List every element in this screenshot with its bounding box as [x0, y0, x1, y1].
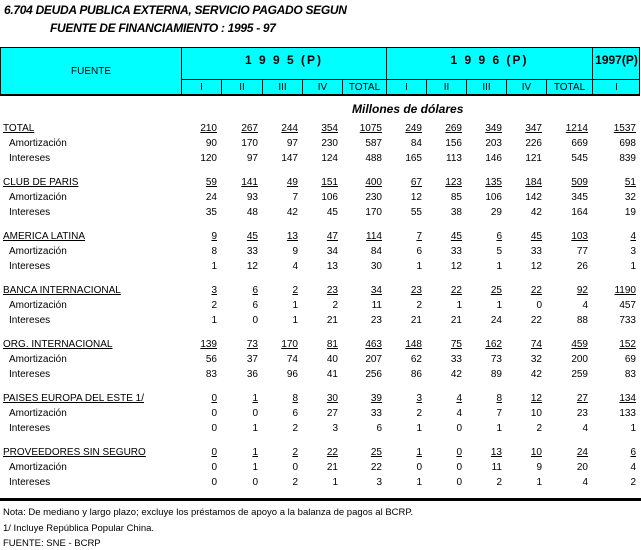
cell-value: 21 — [450, 315, 462, 326]
cell-value: 0 — [211, 393, 217, 404]
row-label: Intereses — [9, 315, 51, 326]
cell-value: 6 — [252, 300, 258, 311]
cell-value: 13 — [286, 231, 298, 242]
cell-value: 8 — [292, 393, 298, 404]
table-row — [0, 369, 641, 383]
cell-value: 2 — [292, 423, 298, 434]
cell-value: 4 — [292, 261, 298, 272]
group-total-row — [0, 447, 641, 461]
group-label: BANCA INTERNACIONAL — [3, 285, 121, 296]
cell-value: 47 — [326, 231, 338, 242]
table-row — [0, 153, 641, 167]
cell-value: 488 — [365, 153, 382, 164]
cell-value: 22 — [450, 285, 462, 296]
table-row — [0, 246, 641, 260]
cell-value: 12 — [450, 261, 462, 272]
cell-value: 13 — [326, 261, 338, 272]
table-row — [0, 300, 641, 314]
cell-value: 10 — [530, 408, 542, 419]
header-subcol: TOTAL — [546, 79, 592, 95]
cell-value: 156 — [445, 138, 462, 149]
cell-value: 42 — [530, 207, 542, 218]
cell-value: 55 — [410, 207, 422, 218]
cell-value: 0 — [536, 300, 542, 311]
cell-value: 7 — [416, 231, 422, 242]
cell-value: 6 — [252, 285, 258, 296]
cell-value: 1 — [416, 447, 422, 458]
cell-value: 256 — [365, 369, 382, 380]
cell-value: 457 — [619, 300, 636, 311]
cell-value: 23 — [576, 408, 588, 419]
table-row — [0, 207, 641, 221]
cell-value: 25 — [490, 285, 502, 296]
cell-value: 77 — [576, 246, 588, 257]
cell-value: 135 — [485, 177, 502, 188]
cell-value: 73 — [246, 339, 258, 350]
cell-value: 1 — [416, 477, 422, 488]
cell-value: 74 — [530, 339, 542, 350]
header-year-1996: 1 9 9 6 (P) — [386, 48, 592, 79]
cell-value: 133 — [619, 408, 636, 419]
cell-value: 25 — [370, 447, 382, 458]
cell-value: 162 — [485, 339, 502, 350]
cell-value: 2 — [292, 447, 298, 458]
cell-value: 170 — [241, 138, 258, 149]
cell-value: 120 — [200, 153, 217, 164]
table-row — [0, 477, 641, 491]
row-label: Amortización — [9, 192, 67, 203]
cell-value: 6 — [292, 408, 298, 419]
cell-value: 92 — [576, 285, 588, 296]
group-label: AMERICA LATINA — [3, 231, 86, 242]
header-subcol: IV — [302, 79, 342, 95]
cell-value: 669 — [571, 138, 588, 149]
cell-value: 3 — [416, 393, 422, 404]
cell-value: 85 — [450, 192, 462, 203]
cell-value: 244 — [281, 123, 298, 134]
cell-value: 22 — [530, 315, 542, 326]
header-subcol: TOTAL — [342, 79, 386, 95]
cell-value: 33 — [530, 246, 542, 257]
cell-value: 121 — [525, 153, 542, 164]
cell-value: 4 — [630, 231, 636, 242]
cell-value: 184 — [525, 177, 542, 188]
table-row — [0, 315, 641, 329]
cell-value: 22 — [326, 447, 338, 458]
cell-value: 69 — [624, 354, 636, 365]
header-year-1995: 1 9 9 5 (P) — [181, 48, 386, 79]
cell-value: 1537 — [613, 123, 636, 134]
cell-value: 8 — [496, 393, 502, 404]
cell-value: 0 — [292, 462, 298, 473]
cell-value: 463 — [365, 339, 382, 350]
cell-value: 48 — [246, 207, 258, 218]
cell-value: 0 — [456, 462, 462, 473]
cell-value: 38 — [450, 207, 462, 218]
table-row — [0, 423, 641, 437]
group-label: TOTAL — [3, 123, 35, 134]
cell-value: 2 — [211, 300, 217, 311]
cell-value: 0 — [252, 408, 258, 419]
cell-value: 0 — [456, 447, 462, 458]
cell-value: 0 — [211, 408, 217, 419]
cell-value: 24 — [490, 315, 502, 326]
table-row — [0, 354, 641, 368]
cell-value: 1 — [211, 261, 217, 272]
cell-value: 23 — [326, 285, 338, 296]
cell-value: 0 — [456, 477, 462, 488]
cell-value: 0 — [211, 423, 217, 434]
table-row — [0, 192, 641, 206]
cell-value: 9 — [211, 231, 217, 242]
row-label: Amortización — [9, 300, 67, 311]
cell-value: 81 — [326, 339, 338, 350]
divider — [0, 498, 641, 501]
cell-value: 84 — [410, 138, 422, 149]
cell-value: 96 — [286, 369, 298, 380]
note: Nota: De mediano y largo plazo; excluye los préstamos de apoyo a la balanza de pagos al BCRP. — [3, 507, 414, 518]
cell-value: 34 — [326, 246, 338, 257]
cell-value: 2 — [536, 423, 542, 434]
cell-value: 1 — [252, 462, 258, 473]
group-total-row — [0, 339, 641, 353]
cell-value: 45 — [246, 231, 258, 242]
cell-value: 354 — [321, 123, 338, 134]
cell-value: 67 — [410, 177, 422, 188]
cell-value: 8 — [211, 246, 217, 257]
cell-value: 23 — [370, 315, 382, 326]
group-total-row — [0, 177, 641, 191]
cell-value: 545 — [571, 153, 588, 164]
cell-value: 45 — [450, 231, 462, 242]
cell-value: 42 — [286, 207, 298, 218]
cell-value: 839 — [619, 153, 636, 164]
cell-value: 1 — [292, 315, 298, 326]
cell-value: 2 — [496, 477, 502, 488]
cell-value: 2 — [416, 300, 422, 311]
row-label: Intereses — [9, 207, 51, 218]
cell-value: 13 — [490, 447, 502, 458]
cell-value: 170 — [281, 339, 298, 350]
group-total-row — [0, 123, 641, 137]
table-row — [0, 462, 641, 476]
cell-value: 73 — [490, 354, 502, 365]
header-subcol: III — [466, 79, 506, 95]
cell-value: 207 — [365, 354, 382, 365]
cell-value: 4 — [582, 423, 588, 434]
cell-value: 1 — [456, 300, 462, 311]
cell-value: 27 — [576, 393, 588, 404]
cell-value: 0 — [252, 315, 258, 326]
header-subcol: II — [426, 79, 466, 95]
cell-value: 147 — [281, 153, 298, 164]
cell-value: 30 — [370, 261, 382, 272]
cell-value: 3 — [332, 423, 338, 434]
cell-value: 146 — [485, 153, 502, 164]
cell-value: 152 — [619, 339, 636, 350]
table-row — [0, 138, 641, 152]
cell-value: 1 — [496, 261, 502, 272]
cell-value: 12 — [410, 192, 422, 203]
cell-value: 37 — [246, 354, 258, 365]
cell-value: 22 — [530, 285, 542, 296]
table-row — [0, 408, 641, 422]
cell-value: 123 — [445, 177, 462, 188]
cell-value: 35 — [205, 207, 217, 218]
cell-value: 22 — [370, 462, 382, 473]
cell-value: 7 — [292, 192, 298, 203]
cell-value: 1 — [211, 315, 217, 326]
row-label: Intereses — [9, 477, 51, 488]
table-subtitle: FUENTE DE FINANCIAMIENTO : 1995 - 97 — [50, 21, 276, 35]
cell-value: 106 — [485, 192, 502, 203]
group-total-row — [0, 393, 641, 407]
cell-value: 1 — [292, 300, 298, 311]
group-total-row — [0, 285, 641, 299]
unit-label: Millones de dólares — [352, 102, 464, 116]
cell-value: 21 — [326, 462, 338, 473]
cell-value: 97 — [246, 153, 258, 164]
footnote: 1/ Incluye República Popular China. — [3, 523, 155, 534]
cell-value: 113 — [446, 153, 462, 164]
cell-value: 1 — [630, 261, 636, 272]
header-subcol: I — [181, 79, 221, 95]
cell-value: 349 — [485, 123, 502, 134]
cell-value: 29 — [490, 207, 502, 218]
row-label: Amortización — [9, 354, 67, 365]
cell-value: 4 — [582, 477, 588, 488]
cell-value: 141 — [241, 177, 258, 188]
header-year-1997: 1997(P) — [592, 48, 640, 79]
cell-value: 139 — [200, 339, 217, 350]
cell-value: 9 — [536, 462, 542, 473]
row-label: Amortización — [9, 462, 67, 473]
cell-value: 75 — [450, 339, 462, 350]
cell-value: 1 — [252, 447, 258, 458]
table-row — [0, 261, 641, 275]
cell-value: 97 — [286, 138, 298, 149]
cell-value: 33 — [450, 246, 462, 257]
cell-value: 74 — [286, 354, 298, 365]
cell-value: 103 — [571, 231, 588, 242]
cell-value: 56 — [205, 354, 217, 365]
cell-value: 12 — [246, 261, 258, 272]
cell-value: 27 — [326, 408, 338, 419]
cell-value: 345 — [571, 192, 588, 203]
cell-value: 2 — [416, 408, 422, 419]
row-label: Amortización — [9, 408, 67, 419]
cell-value: 151 — [321, 177, 338, 188]
cell-value: 10 — [530, 447, 542, 458]
cell-value: 733 — [619, 315, 636, 326]
cell-value: 62 — [410, 354, 422, 365]
cell-value: 39 — [370, 393, 382, 404]
cell-value: 0 — [211, 462, 217, 473]
header-subcol: IV — [506, 79, 546, 95]
cell-value: 40 — [326, 354, 338, 365]
cell-value: 42 — [530, 369, 542, 380]
cell-value: 36 — [246, 369, 258, 380]
cell-value: 2 — [292, 285, 298, 296]
cell-value: 32 — [530, 354, 542, 365]
cell-value: 1 — [416, 261, 422, 272]
cell-value: 88 — [576, 315, 588, 326]
cell-value: 0 — [211, 477, 217, 488]
cell-value: 165 — [405, 153, 422, 164]
cell-value: 33 — [370, 408, 382, 419]
group-label: CLUB DE PARIS — [3, 177, 79, 188]
cell-value: 249 — [405, 123, 422, 134]
cell-value: 19 — [624, 207, 636, 218]
cell-value: 698 — [619, 138, 636, 149]
header-subcol: III — [262, 79, 302, 95]
cell-value: 6 — [496, 231, 502, 242]
cell-value: 3 — [211, 285, 217, 296]
cell-value: 30 — [326, 393, 338, 404]
cell-value: 7 — [496, 408, 502, 419]
row-label: Intereses — [9, 369, 51, 380]
cell-value: 200 — [571, 354, 588, 365]
cell-value: 1 — [496, 300, 502, 311]
cell-value: 1 — [332, 477, 338, 488]
cell-value: 83 — [205, 369, 217, 380]
cell-value: 4 — [582, 300, 588, 311]
cell-value: 3 — [376, 477, 382, 488]
cell-value: 20 — [576, 462, 588, 473]
cell-value: 6 — [416, 246, 422, 257]
cell-value: 45 — [530, 231, 542, 242]
cell-value: 12 — [530, 393, 542, 404]
cell-value: 6 — [630, 447, 636, 458]
cell-value: 259 — [571, 369, 588, 380]
cell-value: 90 — [205, 138, 217, 149]
cell-value: 41 — [326, 369, 338, 380]
cell-value: 49 — [286, 177, 298, 188]
cell-value: 1 — [252, 393, 258, 404]
cell-value: 21 — [410, 315, 422, 326]
cell-value: 210 — [200, 123, 217, 134]
cell-value: 86 — [410, 369, 422, 380]
cell-value: 26 — [576, 261, 588, 272]
cell-value: 11 — [371, 300, 382, 311]
cell-value: 4 — [456, 393, 462, 404]
cell-value: 1214 — [565, 123, 588, 134]
cell-value: 83 — [624, 369, 636, 380]
group-label: ORG. INTERNACIONAL — [3, 339, 113, 350]
cell-value: 42 — [450, 369, 462, 380]
cell-value: 2 — [630, 477, 636, 488]
cell-value: 509 — [571, 177, 588, 188]
cell-value: 12 — [530, 261, 542, 272]
cell-value: 24 — [205, 192, 217, 203]
cell-value: 230 — [365, 192, 382, 203]
cell-value: 164 — [571, 207, 588, 218]
cell-value: 1075 — [359, 123, 382, 134]
cell-value: 106 — [321, 192, 338, 203]
cell-value: 269 — [445, 123, 462, 134]
cell-value: 2 — [332, 300, 338, 311]
cell-value: 21 — [326, 315, 338, 326]
cell-value: 5 — [496, 246, 502, 257]
cell-value: 0 — [416, 462, 422, 473]
cell-value: 124 — [321, 153, 338, 164]
group-label: PAISES EUROPA DEL ESTE 1/ — [3, 393, 144, 404]
header-fuente: FUENTE — [71, 66, 111, 77]
cell-value: 11 — [491, 462, 502, 473]
cell-value: 203 — [485, 138, 502, 149]
cell-value: 24 — [576, 447, 588, 458]
row-label: Amortización — [9, 138, 67, 149]
cell-value: 587 — [365, 138, 382, 149]
cell-value: 93 — [246, 192, 258, 203]
cell-value: 89 — [490, 369, 502, 380]
cell-value: 114 — [366, 231, 382, 242]
cell-value: 0 — [456, 423, 462, 434]
cell-value: 32 — [624, 192, 636, 203]
source: FUENTE: SNE - BCRP — [3, 538, 101, 549]
cell-value: 45 — [326, 207, 338, 218]
cell-value: 1 — [536, 477, 542, 488]
cell-value: 230 — [321, 138, 338, 149]
cell-value: 2 — [292, 477, 298, 488]
cell-value: 51 — [624, 177, 636, 188]
cell-value: 0 — [252, 477, 258, 488]
cell-value: 59 — [205, 177, 217, 188]
row-label: Intereses — [9, 423, 51, 434]
cell-value: 148 — [405, 339, 422, 350]
cell-value: 4 — [456, 408, 462, 419]
cell-value: 0 — [211, 447, 217, 458]
cell-value: 3 — [630, 246, 636, 257]
cell-value: 23 — [410, 285, 422, 296]
row-label: Intereses — [9, 261, 51, 272]
cell-value: 33 — [246, 246, 258, 257]
cell-value: 347 — [525, 123, 542, 134]
cell-value: 226 — [525, 138, 542, 149]
cell-value: 4 — [630, 462, 636, 473]
cell-value: 1 — [416, 423, 422, 434]
cell-value: 459 — [571, 339, 588, 350]
cell-value: 170 — [365, 207, 382, 218]
header-subcol: II — [221, 79, 262, 95]
table-title: 6.704 DEUDA PUBLICA EXTERNA, SERVICIO PAGADO SEGUN — [4, 3, 347, 17]
cell-value: 33 — [450, 354, 462, 365]
cell-value: 142 — [525, 192, 542, 203]
cell-value: 6 — [376, 423, 382, 434]
cell-value: 1190 — [614, 285, 636, 296]
cell-value: 267 — [241, 123, 258, 134]
cell-value: 9 — [292, 246, 298, 257]
row-label: Amortización — [9, 246, 67, 257]
cell-value: 400 — [365, 177, 382, 188]
group-label: PROVEEDORES SIN SEGURO — [3, 447, 146, 458]
header-subcol: I — [592, 79, 640, 95]
header-subcol: I — [386, 79, 426, 95]
cell-value: 34 — [370, 285, 382, 296]
cell-value: 84 — [370, 246, 382, 257]
cell-value: 1 — [252, 423, 258, 434]
table-header — [0, 47, 640, 96]
cell-value: 1 — [630, 423, 636, 434]
row-label: Intereses — [9, 153, 51, 164]
cell-value: 134 — [619, 393, 636, 404]
group-total-row — [0, 231, 641, 245]
cell-value: 1 — [496, 423, 502, 434]
